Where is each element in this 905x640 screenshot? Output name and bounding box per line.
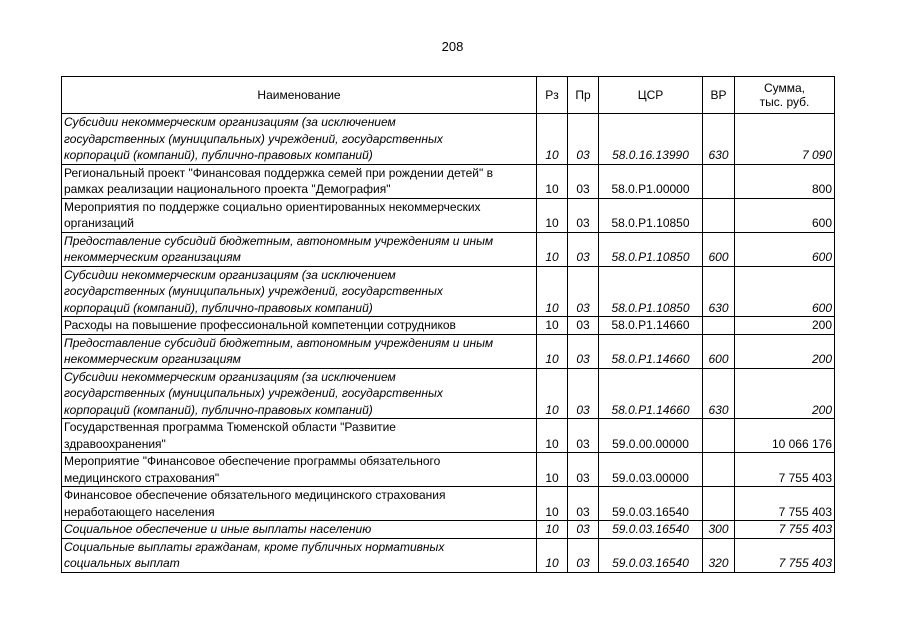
cell-csr: 58.0.16.13990 xyxy=(599,114,703,165)
cell-rz: 10 xyxy=(537,232,568,266)
cell-sum: 7 755 403 xyxy=(735,453,835,487)
table-row xyxy=(62,198,835,232)
cell-name: Субсидии некоммерческим организациям (за исключением государственных (муниципальных) учреждений, государственных корпораций (компаний), публично-правовых компаний) xyxy=(62,114,537,165)
cell-pr: 03 xyxy=(568,198,599,232)
cell-sum: 600 xyxy=(735,232,835,266)
cell-vr: 630 xyxy=(703,266,735,317)
cell-csr: 58.0.P1.14660 xyxy=(599,317,703,335)
cell-name: Субсидии некоммерческим организациям (за исключением государственных (муниципальных) учреждений, государственных корпораций (компаний), публично-правовых компаний) xyxy=(62,368,537,419)
table-row xyxy=(62,232,835,266)
cell-name: Предоставление субсидий бюджетным, автономным учреждениям и иным некоммерческим организациям xyxy=(62,334,537,368)
cell-vr: 300 xyxy=(703,521,735,539)
header-rz: Рз xyxy=(537,77,568,114)
header-vr: ВР xyxy=(703,77,735,114)
cell-csr: 59.0.00.00000 xyxy=(599,419,703,453)
cell-csr: 59.0.03.16540 xyxy=(599,521,703,539)
cell-pr: 03 xyxy=(568,419,599,453)
cell-rz: 10 xyxy=(537,334,568,368)
cell-rz: 10 xyxy=(537,419,568,453)
cell-sum: 200 xyxy=(735,368,835,419)
cell-sum: 800 xyxy=(735,164,835,198)
cell-rz: 10 xyxy=(537,164,568,198)
table-row xyxy=(62,521,835,539)
cell-name: Социальные выплаты гражданам, кроме публичных нормативных социальных выплат xyxy=(62,538,537,572)
cell-pr: 03 xyxy=(568,317,599,335)
cell-sum: 10 066 176 xyxy=(735,419,835,453)
table-row xyxy=(62,368,835,419)
cell-csr: 58.0.P1.00000 xyxy=(599,164,703,198)
budget-table xyxy=(61,76,835,573)
cell-name: Финансовое обеспечение обязательного медицинского страхования неработающего населения xyxy=(62,487,537,521)
cell-name: Мероприятие "Финансовое обеспечение программы обязательного медицинского страхования" xyxy=(62,453,537,487)
cell-rz: 10 xyxy=(537,198,568,232)
cell-name: Региональный проект "Финансовая поддержка семей при рождении детей" в рамках реализации национального проекта "Демография" xyxy=(62,164,537,198)
cell-rz: 10 xyxy=(537,317,568,335)
cell-vr xyxy=(703,317,735,335)
cell-name: Предоставление субсидий бюджетным, автономным учреждениям и иным некоммерческим организациям xyxy=(62,232,537,266)
cell-csr: 58.0.P1.10850 xyxy=(599,266,703,317)
cell-pr: 03 xyxy=(568,368,599,419)
cell-csr: 58.0.P1.14660 xyxy=(599,334,703,368)
table-row xyxy=(62,164,835,198)
cell-pr: 03 xyxy=(568,164,599,198)
cell-csr: 59.0.03.00000 xyxy=(599,453,703,487)
cell-name: Мероприятия по поддержке социально ориентированных некоммерческих организаций xyxy=(62,198,537,232)
cell-sum: 200 xyxy=(735,317,835,335)
cell-pr: 03 xyxy=(568,232,599,266)
cell-rz: 10 xyxy=(537,453,568,487)
header-pr: Пр xyxy=(568,77,599,114)
cell-pr: 03 xyxy=(568,266,599,317)
cell-vr xyxy=(703,453,735,487)
cell-sum: 600 xyxy=(735,266,835,317)
cell-csr: 59.0.03.16540 xyxy=(599,487,703,521)
table-row xyxy=(62,538,835,572)
cell-csr: 58.0.P1.14660 xyxy=(599,368,703,419)
cell-rz: 10 xyxy=(537,538,568,572)
cell-vr xyxy=(703,164,735,198)
cell-rz: 10 xyxy=(537,368,568,419)
cell-vr xyxy=(703,198,735,232)
cell-pr: 03 xyxy=(568,521,599,539)
cell-csr: 58.0.P1.10850 xyxy=(599,232,703,266)
cell-pr: 03 xyxy=(568,538,599,572)
header-sum: Сумма, тыс. руб. xyxy=(735,77,835,114)
cell-rz: 10 xyxy=(537,521,568,539)
header-csr: ЦСР xyxy=(599,77,703,114)
table-row xyxy=(62,487,835,521)
cell-sum: 200 xyxy=(735,334,835,368)
cell-rz: 10 xyxy=(537,487,568,521)
cell-sum: 7 090 xyxy=(735,114,835,165)
table-row xyxy=(62,114,835,165)
cell-name: Расходы на повышение профессиональной компетенции сотрудников xyxy=(62,317,537,335)
cell-pr: 03 xyxy=(568,114,599,165)
cell-vr: 600 xyxy=(703,334,735,368)
cell-pr: 03 xyxy=(568,453,599,487)
cell-sum: 7 755 403 xyxy=(735,538,835,572)
cell-name: Социальное обеспечение и иные выплаты населению xyxy=(62,521,537,539)
cell-vr xyxy=(703,487,735,521)
table-row xyxy=(62,419,835,453)
table-row xyxy=(62,266,835,317)
cell-pr: 03 xyxy=(568,487,599,521)
cell-csr: 58.0.P1.10850 xyxy=(599,198,703,232)
cell-vr xyxy=(703,419,735,453)
cell-vr: 320 xyxy=(703,538,735,572)
table-row xyxy=(62,453,835,487)
cell-vr: 600 xyxy=(703,232,735,266)
cell-sum: 7 755 403 xyxy=(735,487,835,521)
table-header-row xyxy=(62,77,835,114)
cell-sum: 7 755 403 xyxy=(735,521,835,539)
header-name: Наименование xyxy=(62,77,537,114)
cell-name: Субсидии некоммерческим организациям (за исключением государственных (муниципальных) учреждений, государственных корпораций (компаний), публично-правовых компаний) xyxy=(62,266,537,317)
cell-vr: 630 xyxy=(703,368,735,419)
cell-name: Государственная программа Тюменской области "Развитие здравоохранения" xyxy=(62,419,537,453)
cell-pr: 03 xyxy=(568,334,599,368)
cell-rz: 10 xyxy=(537,114,568,165)
cell-vr: 630 xyxy=(703,114,735,165)
cell-sum: 600 xyxy=(735,198,835,232)
table-body xyxy=(62,114,835,573)
cell-csr: 59.0.03.16540 xyxy=(599,538,703,572)
table-row xyxy=(62,334,835,368)
table-row xyxy=(62,317,835,335)
cell-rz: 10 xyxy=(537,266,568,317)
page-number: 208 xyxy=(441,39,464,54)
